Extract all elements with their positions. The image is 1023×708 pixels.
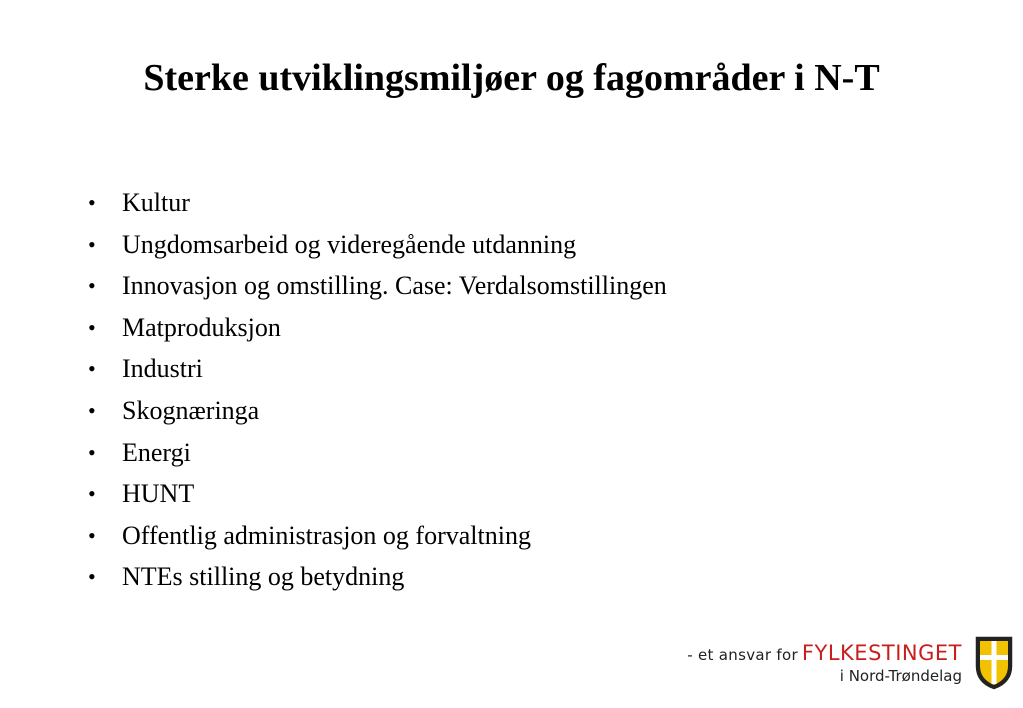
logo-prefix: - et ansvar for [687, 646, 798, 664]
slide-title: Sterke utviklingsmiljøer og fagområder i N-T [143, 57, 880, 99]
logo-brand: FYLKESTINGET [801, 641, 962, 665]
bullet-dot: • [88, 190, 96, 215]
bullet-item [88, 392, 667, 434]
bullet-dot: • [88, 273, 96, 299]
bullet-text: Ungdomsarbeid og videregående utdanning [122, 229, 577, 259]
bullet-text: Skognæringa [122, 395, 260, 425]
logo-line-1 [687, 641, 962, 667]
bullet-item [88, 309, 667, 351]
bullet-text: Matproduksjon [122, 312, 281, 342]
bullet-dot: • [88, 481, 96, 507]
bullet-text: Industri [122, 354, 203, 384]
bullet-dot: • [88, 522, 96, 548]
bullet-text: Energi [122, 437, 191, 467]
bullet-dot: • [88, 314, 96, 340]
bullet-item [88, 434, 667, 476]
bullet-dot: • [88, 439, 96, 465]
bullet-item [88, 558, 667, 600]
bullet-item [88, 226, 667, 268]
logo-subtitle: i Nord-Trøndelag [839, 667, 962, 685]
bullet-text: NTEs stilling og betydning [122, 562, 405, 592]
bullet-text: Offentlig administrasjon og forvaltning [122, 520, 531, 550]
bullet-text: HUNT [122, 479, 195, 509]
bullet-dot: • [88, 397, 96, 423]
bullet-item [88, 475, 667, 517]
bullet-list [88, 184, 667, 600]
coat-of-arms-shield-icon [974, 636, 1014, 690]
footer-logo [687, 636, 1016, 692]
bullet-text: Innovasjon og omstilling. Case: Verdalsomstillingen [122, 271, 667, 301]
bullet-dot: • [88, 356, 96, 382]
bullet-item [88, 350, 667, 392]
bullet-item [88, 517, 667, 559]
bullet-dot: • [88, 564, 96, 590]
bullet-dot: • [88, 231, 96, 257]
bullet-text: Kultur [122, 188, 190, 217]
bullet-item [88, 184, 667, 226]
bullet-item [88, 267, 667, 309]
